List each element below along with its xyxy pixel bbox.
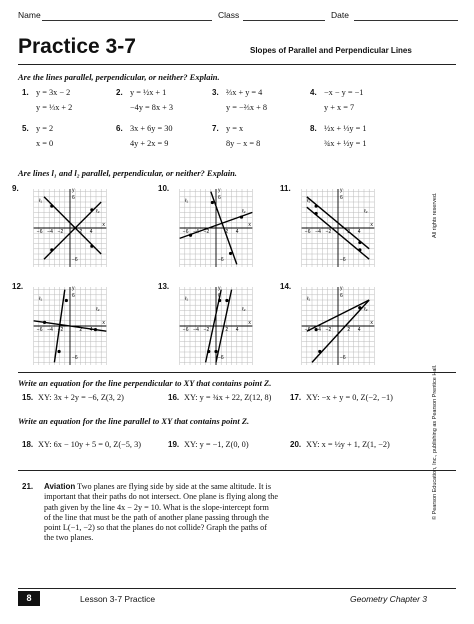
tick-label: 2	[79, 229, 83, 235]
line-label-l2: ℓ₂	[96, 306, 100, 313]
line-point	[207, 350, 210, 353]
line-label-l1: ℓ₁	[184, 296, 189, 302]
tick-label: 6	[340, 194, 343, 201]
equation-b: x = 0	[36, 139, 54, 148]
tick-label: −6	[340, 355, 346, 362]
axis-label: y	[72, 187, 75, 194]
problem-number: 5.	[22, 124, 29, 133]
graph-number: 14.	[280, 282, 292, 291]
line-point	[218, 299, 221, 302]
graph-number: 9.	[12, 184, 19, 193]
equation-a: ⅔x + y = 4	[226, 88, 263, 97]
equation-b: y = ⅓x + 2	[36, 103, 73, 112]
line-label-l1: ℓ₁	[306, 296, 311, 302]
problem21-heading: Aviation	[44, 482, 76, 491]
axis-label: x	[248, 320, 251, 326]
problem-number: 20.	[290, 440, 302, 449]
coordinate-grid	[300, 284, 376, 368]
tick-label: −6	[340, 257, 346, 264]
line-point	[214, 350, 217, 353]
tick-label: 2	[347, 327, 351, 333]
problem-number: 1.	[22, 88, 29, 97]
line-point	[57, 350, 60, 353]
date-label: Date	[331, 10, 349, 20]
section1-instruction: Are the lines parallel, perpendicular, or neither? Explain.	[18, 72, 220, 82]
tick-label: 4	[357, 327, 361, 333]
tick-label: −4	[193, 327, 199, 333]
problem21-line: the two planes.	[44, 533, 94, 543]
tick-label: 6	[72, 292, 75, 299]
graph-number: 10.	[158, 184, 170, 193]
student-info-header	[18, 8, 458, 24]
line-point	[189, 234, 192, 237]
problem21-line: Two planes are flying side by side at the same altitude. It is	[77, 482, 272, 491]
line-point	[90, 245, 93, 248]
tick-label: 4	[357, 229, 361, 235]
tick-label: −6	[218, 257, 224, 264]
equation-a: y = 2	[36, 124, 54, 133]
class-label: Class	[218, 10, 240, 20]
coordinate-grid	[178, 186, 254, 270]
problem-number: 3.	[212, 88, 219, 97]
line-point	[43, 321, 46, 324]
problem-number: 17.	[290, 393, 302, 402]
page-number: 8	[18, 591, 40, 606]
problem-number: 19.	[168, 440, 180, 449]
tick-label: 2	[347, 229, 351, 235]
problem21-line: of the line that must be the path of another plane passing through the	[44, 512, 269, 522]
problem-text: XY: x = ½y + 1, Z(1, −2)	[306, 440, 390, 449]
problem-text: XY: y = ¾x + 22, Z(12, 8)	[184, 393, 272, 402]
coordinate-grid	[32, 186, 108, 270]
problem21-line: path given by the line 4x − 2y = 10. What is the slope-intercept form	[44, 502, 269, 512]
line-label-l1: ℓ₁	[306, 198, 311, 204]
line-label-l2: ℓ₂	[242, 306, 246, 313]
line-point	[318, 350, 321, 353]
line-point	[225, 299, 228, 302]
problem-text: XY: 6x − 10y + 5 = 0, Z(−5, 3)	[38, 440, 141, 449]
tick-label: −4	[193, 229, 199, 235]
equation-b: y + x = 7	[324, 103, 355, 112]
section3-instruction: Write an equation for the line perpendicular to XY that contains point Z.	[18, 378, 272, 388]
tick-label: 4	[235, 229, 239, 235]
axis-label: x	[248, 222, 251, 228]
section2-rule	[18, 372, 456, 373]
axis-label: y	[72, 285, 75, 292]
line-label-l2: ℓ₂	[364, 208, 368, 215]
coordinate-grid	[300, 186, 376, 270]
tick-label: −4	[315, 229, 321, 235]
tick-label: −4	[315, 327, 321, 333]
equation-a: ½x + ⅓y = 1	[324, 124, 367, 133]
tick-label: 6	[218, 194, 221, 201]
problem-text: XY: y = −1, Z(0, 0)	[184, 440, 249, 449]
tick-label: −2	[57, 229, 64, 235]
problem-number: 7.	[212, 124, 219, 133]
tick-label: −2	[203, 327, 210, 333]
line-point	[65, 299, 68, 302]
tick-label: −6	[182, 229, 189, 235]
axis-label: y	[218, 285, 221, 292]
line-point	[211, 201, 214, 204]
section4-rule	[18, 470, 456, 471]
problem-number: 15.	[22, 393, 34, 402]
problem-number: 4.	[310, 88, 317, 97]
equation-b: y = −⅔x + 8	[226, 103, 268, 112]
name-field[interactable]	[42, 20, 212, 21]
tick-label: 2	[79, 327, 83, 333]
tick-label: −6	[304, 327, 311, 333]
axis-label: x	[102, 320, 105, 326]
tick-label: −4	[47, 229, 53, 235]
axis-label: x	[102, 222, 105, 228]
problem21-number: 21.	[22, 482, 34, 491]
line-point	[358, 241, 361, 244]
tick-label: 6	[72, 194, 75, 201]
axis-label: y	[340, 285, 343, 292]
tick-label: −2	[325, 229, 332, 235]
line-point	[240, 215, 243, 218]
line-point	[94, 328, 97, 331]
coordinate-grid	[178, 284, 254, 368]
line-point	[229, 252, 232, 255]
tick-label: 2	[225, 229, 229, 235]
line-label-l1: ℓ₁	[38, 296, 43, 302]
equation-a: y = x	[226, 124, 244, 133]
axis-label: x	[370, 320, 373, 326]
equation-b: 4y + 2x = 9	[130, 139, 169, 148]
tick-label: −4	[47, 327, 53, 333]
line-point	[50, 248, 53, 251]
line-label-l2: ℓ₂	[96, 208, 100, 215]
problem-text: XY: 3x + 2y = −6, Z(3, 2)	[38, 393, 124, 402]
line-label-l2: ℓ₂	[364, 306, 368, 313]
equation-b: −4y = 8x + 3	[130, 103, 174, 112]
equation-a: 3x + 6y = 30	[130, 124, 173, 133]
graph-number: 13.	[158, 282, 170, 291]
line-label-l1: ℓ₁	[184, 198, 189, 204]
problem-number: 8.	[310, 124, 317, 133]
equation-a: y = 3x − 2	[36, 88, 71, 97]
footer-lesson: Lesson 3-7 Practice	[80, 594, 156, 604]
tick-label: −6	[72, 355, 78, 362]
tick-label: 2	[225, 327, 229, 333]
equation-a: y = ½x + 1	[130, 88, 167, 97]
line-point	[315, 212, 318, 215]
line-label-l2: ℓ₂	[242, 208, 246, 215]
rights-text: All rights reserved.	[432, 192, 438, 238]
tick-label: −6	[182, 327, 189, 333]
axis-label: y	[218, 187, 221, 194]
problem21-text	[44, 482, 324, 544]
problem-number: 2.	[116, 88, 123, 97]
problem-number: 18.	[22, 440, 34, 449]
tick-label: −6	[218, 355, 224, 362]
equation-b: ¾x + ½y = 1	[324, 139, 367, 148]
graph-number: 11.	[280, 184, 291, 193]
problem-text: XY: −x + y = 0, Z(−2, −1)	[306, 393, 393, 402]
coordinate-grid	[32, 284, 108, 368]
tick-label: 6	[218, 292, 221, 299]
equation-a: −x − y = −1	[324, 88, 364, 97]
name-label: Name	[18, 10, 41, 20]
line-label-l1: ℓ₁	[38, 198, 43, 204]
tick-label: 4	[89, 229, 93, 235]
line-point	[358, 248, 361, 251]
title-rule	[18, 64, 456, 65]
tick-label: −2	[325, 327, 332, 333]
axis-label: y	[340, 187, 343, 194]
line-point	[90, 208, 93, 211]
problem-number: 16.	[168, 393, 180, 402]
tick-label: 4	[89, 327, 93, 333]
page-subtitle: Slopes of Parallel and Perpendicular Lines	[250, 46, 412, 55]
tick-label: 6	[340, 292, 343, 299]
line-point	[358, 306, 361, 309]
footer-book: Geometry Chapter 3	[350, 594, 428, 604]
tick-label: −2	[57, 327, 64, 333]
line-point	[50, 205, 53, 208]
equation-b: 8y − x = 8	[226, 139, 261, 148]
tick-label: −6	[36, 327, 43, 333]
tick-label: −6	[72, 257, 78, 264]
problem-number: 6.	[116, 124, 123, 133]
problem21-line: point L(−1, −2) so that the planes do not collide? Graph the paths of	[44, 523, 267, 533]
tick-label: 4	[235, 327, 239, 333]
copyright-text: © Pearson Education, Inc., publishing as Pearson Prentice Hall.	[432, 364, 438, 520]
axis-label: x	[370, 222, 373, 228]
tick-label: −2	[203, 229, 210, 235]
tick-label: −6	[304, 229, 311, 235]
problem21-line: important that their paths do not intersect. One plane is flying along the	[44, 492, 278, 502]
page-title: Practice 3-7	[18, 35, 136, 58]
tick-label: −6	[36, 229, 43, 235]
graph-number: 12.	[12, 282, 24, 291]
date-field[interactable]	[354, 20, 458, 21]
line-point	[315, 205, 318, 208]
section4-instruction: Write an equation for the line parallel to XY that contains point Z.	[18, 416, 250, 426]
class-field[interactable]	[243, 20, 325, 21]
section2-instruction: Are lines l₁ and l₂ parallel, perpendicular, or neither? Explain.	[18, 168, 237, 178]
